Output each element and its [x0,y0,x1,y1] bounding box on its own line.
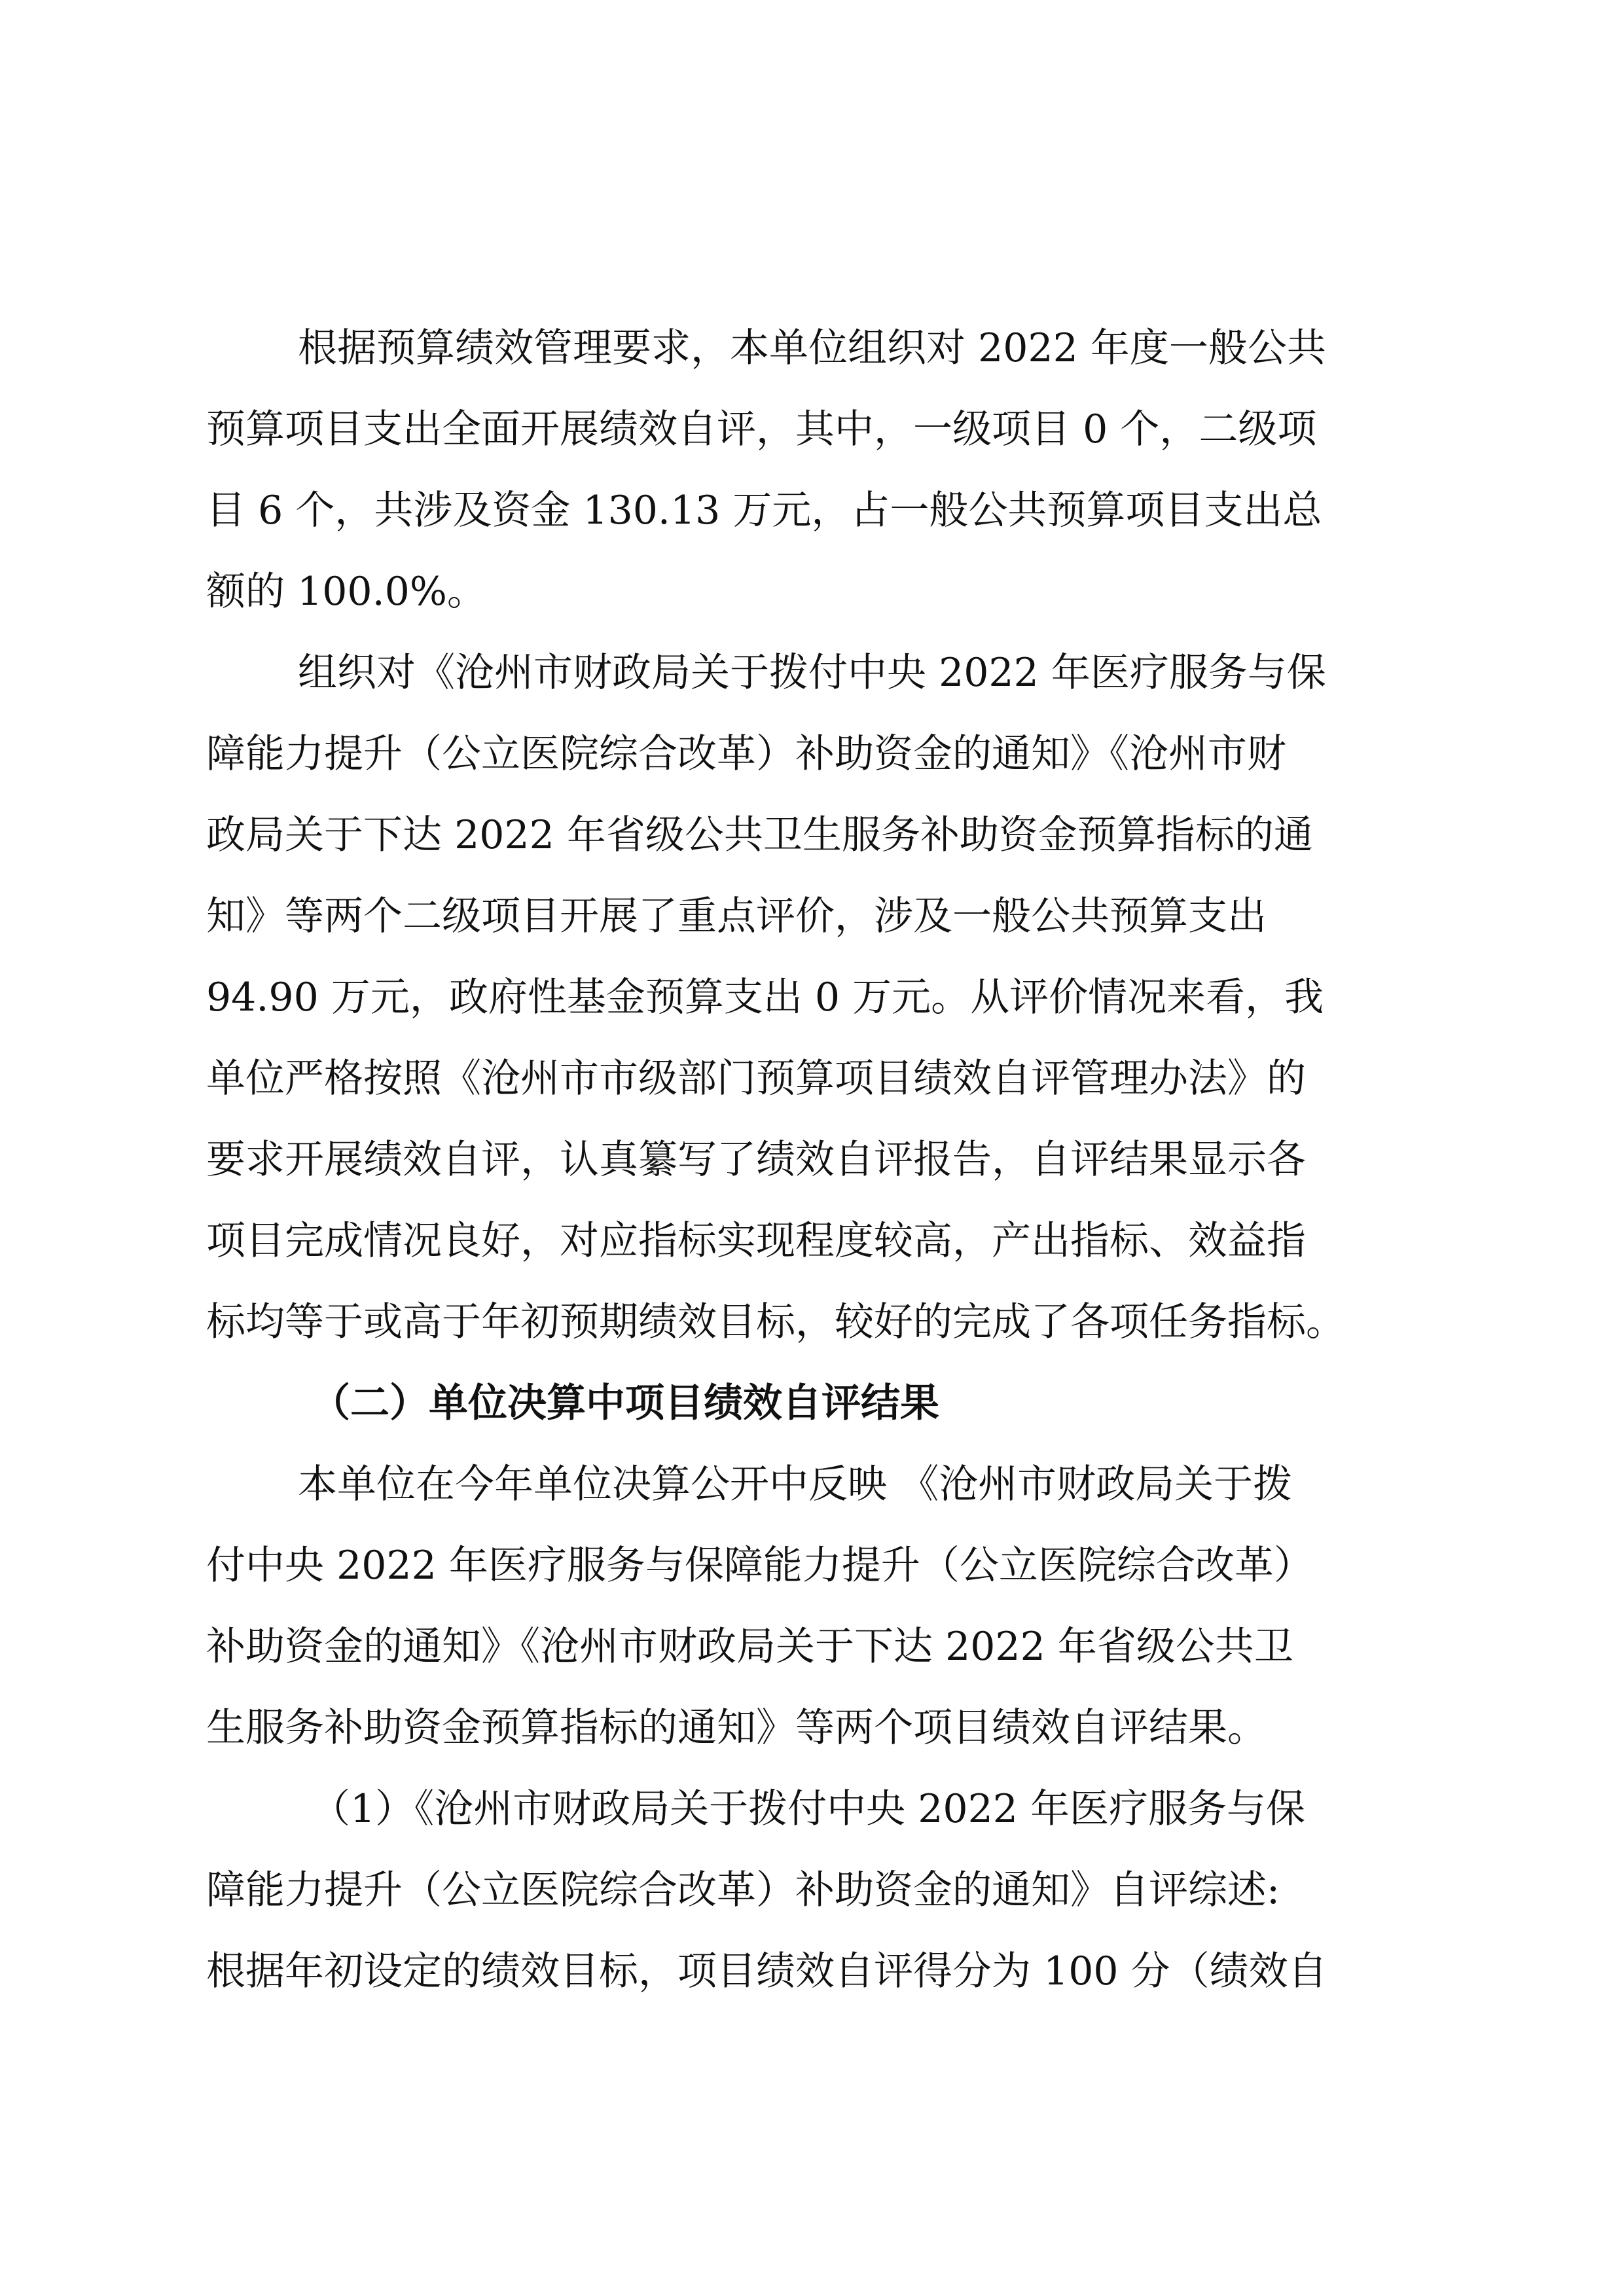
section-heading: （二）单位决算中项目绩效自评结果 [311,1380,939,1426]
text-line: 目 6 个，共涉及资金 130.13 万元，占一般公共预算项目支出总 [206,488,1322,533]
text-line: 组织对《沧州市财政局关于拨付中央 2022 年医疗服务与保 [298,650,1326,696]
text-line: 知》等两个二级项目开展了重点评价，涉及一般公共预算支出 [206,893,1267,939]
body-text [206,308,1417,2012]
text-line: 补助资金的通知》《沧州市财政局关于下达 2022 年省级公共卫 [206,1624,1293,1670]
paragraph-budget-self-evaluation [206,308,1417,632]
text-line: 标均等于或高于年初预期绩效目标，较好的完成了各项任务指标。 [206,1299,1345,1345]
text-line: 本单位在今年单位决算公开中反映 《沧州市财政局关于拨 [298,1462,1293,1507]
paragraph-final-accounts-results [206,1444,1417,1768]
text-line: 单位严格按照《沧州市市级部门预算项目绩效自评管理办法》的 [206,1056,1306,1102]
text-line: 项目完成情况良好，对应指标实现程度较高，产出指标、效益指 [206,1218,1306,1264]
text-line: 付中央 2022 年医疗服务与保障能力提升（公立医院综合改革） [206,1543,1313,1588]
text-line: 额的 100.0%。 [206,569,486,615]
text-line: 障能力提升（公立医院综合改革）补助资金的通知》自评综述: [206,1867,1280,1913]
text-line: 根据年初设定的绩效目标，项目绩效自评得分为 100 分（绩效自 [206,1948,1327,1994]
text-line: （1）《沧州市财政局关于拨付中央 2022 年医疗服务与保 [311,1786,1306,1832]
text-line: 预算项目支出全面开展绩效自评，其中，一级项目 0 个，二级项 [206,406,1317,452]
text-line: 政局关于下达 2022 年省级公共卫生服务补助资金预算指标的通 [206,812,1313,858]
text-line: 94.90 万元，政府性基金预算支出 0 万元。从评价情况来看，我 [206,975,1324,1020]
text-line: 要求开展绩效自评，认真纂写了绩效自评报告，自评结果显示各 [206,1137,1306,1183]
paragraph-key-evaluation [206,632,1417,1363]
text-line: 障能力提升（公立医院综合改革）补助资金的通知》《沧州市财 [206,731,1286,777]
text-line: 生服务补助资金预算指标的通知》等两个项目绩效自评结果。 [206,1705,1267,1751]
paragraph-item-1-summary [206,1768,1417,2012]
text-line: 根据预算绩效管理要求，本单位组织对 2022 年度一般公共 [298,325,1326,371]
